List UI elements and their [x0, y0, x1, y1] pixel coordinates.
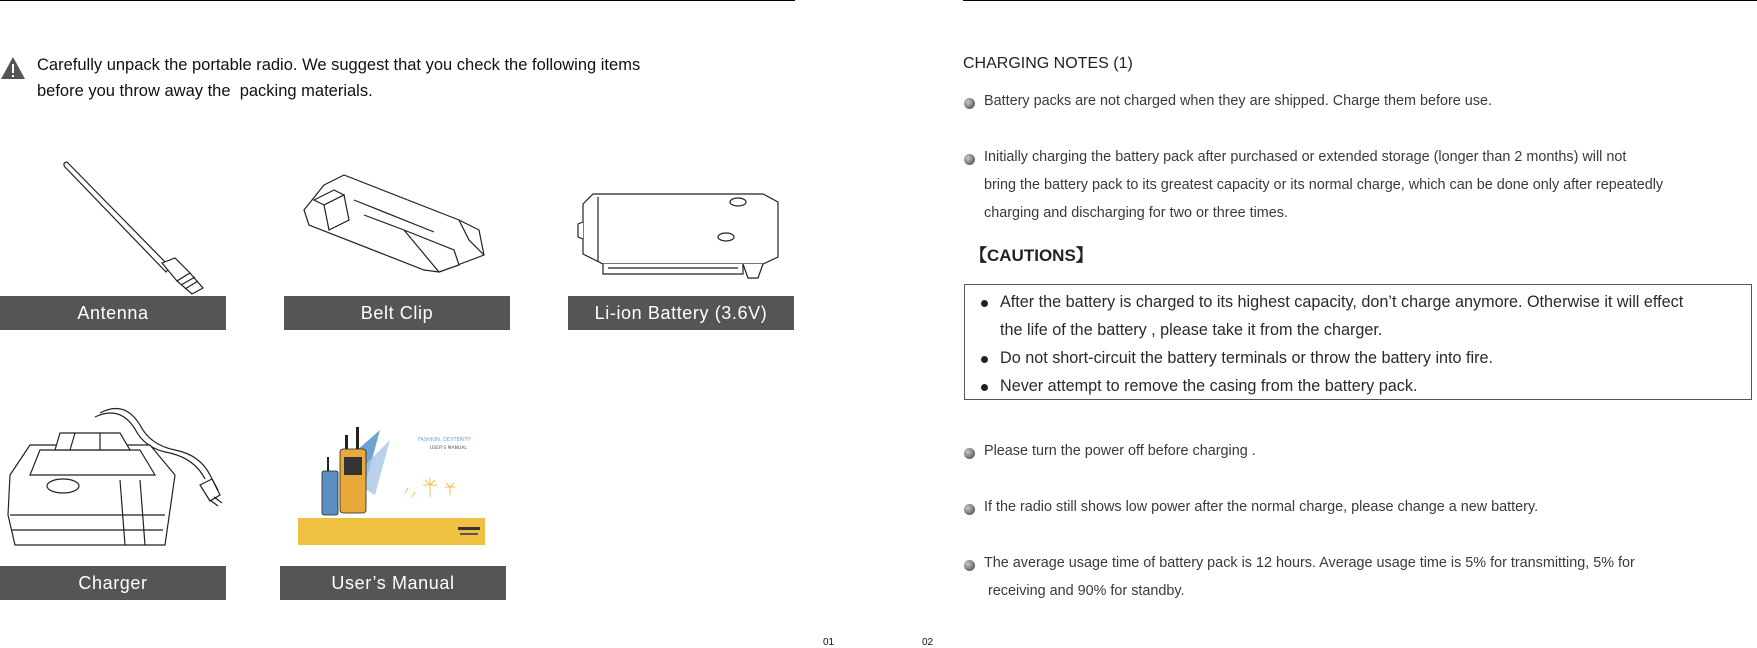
warning-line-1: Carefully unpack the portable radio. We suggest that you check the following items	[37, 56, 641, 74]
note-line: Battery packs are not charged when they are shipped. Charge them before use.	[984, 93, 1492, 109]
label-belt-clip: Belt Clip	[284, 296, 510, 330]
note-line: Please turn the power off before charging .	[984, 443, 1256, 459]
note-line: The average usage time of battery pack is 12 hours. Average usage time is 5% for transmitting, 5% for	[984, 555, 1635, 571]
item-belt-clip	[284, 170, 510, 330]
note-line: charging and discharging for two or three times.	[984, 205, 1288, 221]
warning-text	[37, 52, 717, 104]
note-text	[984, 87, 1754, 115]
charger-image	[0, 405, 226, 550]
caution-line: After the battery is charged to its highest capacity, don’t charge anymore. Otherwise it will effect	[1000, 293, 1684, 311]
note-line: If the radio still shows low power after the normal charge, please change a new battery.	[984, 499, 1539, 515]
page-number-left: 01	[823, 637, 835, 648]
right-page	[922, 0, 1757, 648]
manual-cover-subtitle: USER'S MANUAL	[430, 446, 467, 451]
bullet-icon	[964, 560, 975, 571]
warning-line-2: before you throw away the packing materials.	[37, 82, 373, 100]
bullet-dot-icon	[981, 356, 988, 363]
label-antenna: Antenna	[0, 296, 226, 330]
antenna-image	[0, 155, 226, 295]
bullet-dot-icon	[981, 300, 988, 307]
item-manual	[280, 405, 506, 600]
item-charger	[0, 405, 226, 600]
belt-clip-image	[284, 170, 510, 280]
cautions-box	[964, 284, 1752, 400]
bullet-icon	[964, 98, 975, 109]
top-rule	[963, 0, 1757, 1]
battery-image	[568, 182, 794, 282]
bullet-icon	[964, 154, 975, 165]
note-text	[984, 143, 1754, 227]
label-manual: User’s Manual	[280, 566, 506, 600]
caution-text	[1000, 372, 1417, 400]
top-rule	[0, 0, 795, 1]
note-text	[984, 493, 1754, 521]
cautions-title: 【CAUTIONS】	[970, 246, 1093, 265]
label-charger: Charger	[0, 566, 226, 600]
note-line: Initially charging the battery pack after purchased or extended storage (longer than 2 months) will not	[984, 149, 1627, 165]
note-line: receiving and 90% for standby.	[984, 583, 1185, 599]
note-text	[984, 437, 1754, 465]
note-text	[984, 549, 1754, 605]
caution-text	[1000, 344, 1493, 372]
bullet-dot-icon	[981, 384, 988, 391]
caution-text	[1000, 288, 1683, 344]
caution-line: Never attempt to remove the casing from the battery pack.	[1000, 377, 1418, 395]
bullet-icon	[964, 504, 975, 515]
manual-cover-title: FASHION. DEXTERITY	[418, 437, 471, 443]
caution-line: Do not short-circuit the battery terminals or throw the battery into fire.	[1000, 349, 1494, 367]
left-page	[0, 0, 835, 648]
item-battery	[568, 182, 794, 330]
page-number-right: 02	[922, 637, 934, 648]
bullet-icon	[964, 448, 975, 459]
item-antenna	[0, 155, 226, 330]
caution-line: the life of the battery , please take it from the charger.	[1000, 321, 1383, 339]
label-battery: Li-ion Battery (3.6V)	[568, 296, 794, 330]
charging-notes-heading: CHARGING NOTES (1)	[963, 55, 1133, 72]
note-line: bring the battery pack to its greatest capacity or its normal charge, which can be done only after repeatedly	[984, 177, 1664, 193]
manual-image	[280, 405, 506, 545]
warning-triangle-icon	[0, 56, 26, 80]
